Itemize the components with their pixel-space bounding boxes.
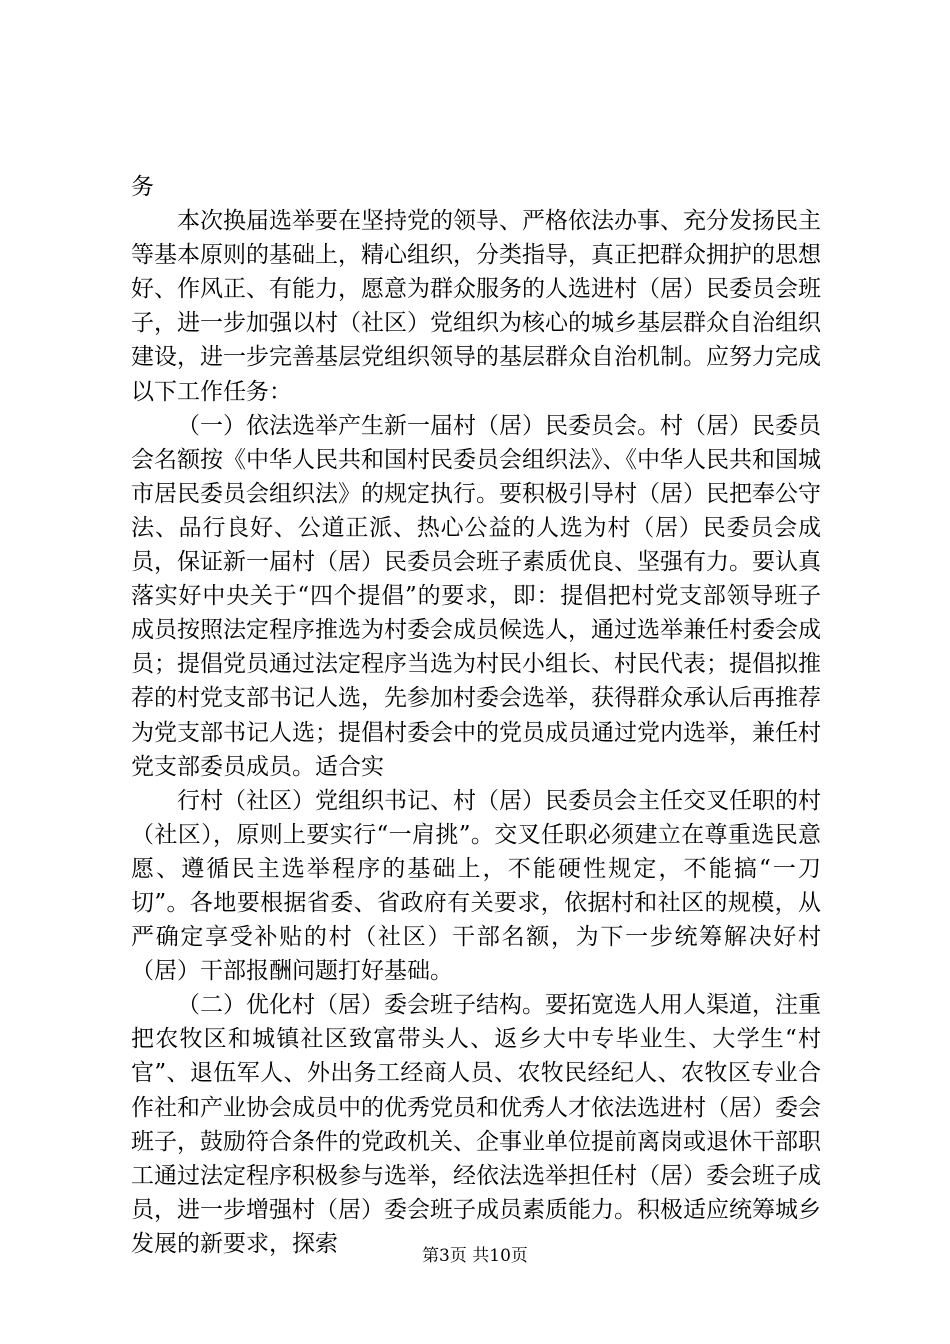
paragraph-1: 本次换届选举要在坚持党的领导、严格依法办事、充分发扬民主等基本原则的基础上，精心组织，分类指导，真正把群众拥护的思想好、作风正、有能力，愿意为群众服务的人选进村（居）民委员会班子，进一步加强以村（社区）党组织为核心的城乡基层群众自治组织建设，进一步完善基层党组织领导的基层群众自治机制。应努力完成以下工作任务：	[131, 208, 821, 405]
paragraph-4: （二）优化村（居）委会班子结构。要拓宽选人用人渠道，注重把农牧区和城镇社区致富带头人、返乡大中专毕业生、大学生“村官”、退伍军人、外出务工经商人员、农牧民经纪人、农牧区专业合作社和产业协会成员中的优秀党员和优秀人才依法选进村（居）委会班子，鼓励符合条件的党政机关、企事业单位提前离岗或退休干部职工通过法定程序积极参与选举，经依法选举担任村（居）委会班子成员，进一步增强村（居）委会班子成员素质能力。积极适应统筹城乡发展的新要求，探索	[131, 992, 821, 1257]
document-body	[131, 170, 821, 1261]
paragraph-2: （一）依法选举产生新一届村（居）民委员会。村（居）民委员会名额按《中华人民共和国村民委员会组织法》、《中华人民共和国城市居民委员会组织法》的规定执行。要积极引导村（居）民把奉公守法、品行良好、公道正派、热心公益的人选为村（居）民委员会成员，保证新一届村（居）民委员会班子素质优良、坚强有力。要认真落实好中央关于“四个提倡”的要求，即：提倡把村党支部领导班子成员按照法定程序推选为村委会成员候选人，通过选举兼任村委会成员；提倡党员通过法定程序当选为村民小组长、村民代表；提倡拟推荐的村党支部书记人选，先参加村委会选举，获得群众承认后再推荐为党支部书记人选；提倡村委会中的党员成员通过党内选举，兼任村党支部委员成员。适合实	[131, 412, 821, 780]
page-number-footer: 第3页 共10页	[422, 1246, 528, 1266]
paragraph-3: 行村（社区）党组织书记、村（居）民委员会主任交叉任职的村（社区），原则上要实行“一肩挑”。交叉任职必须建立在尊重选民意愿、遵循民主选举程序的基础上，不能硬性规定，不能搞“一刀切”。各地要根据省委、省政府有关要求，依据村和社区的规模，从严确定享受补贴的村（社区）干部名额，为下一步统筹解决好村（居）干部报酬问题打好基础。	[131, 787, 821, 985]
paragraph-0: 务	[131, 174, 154, 200]
